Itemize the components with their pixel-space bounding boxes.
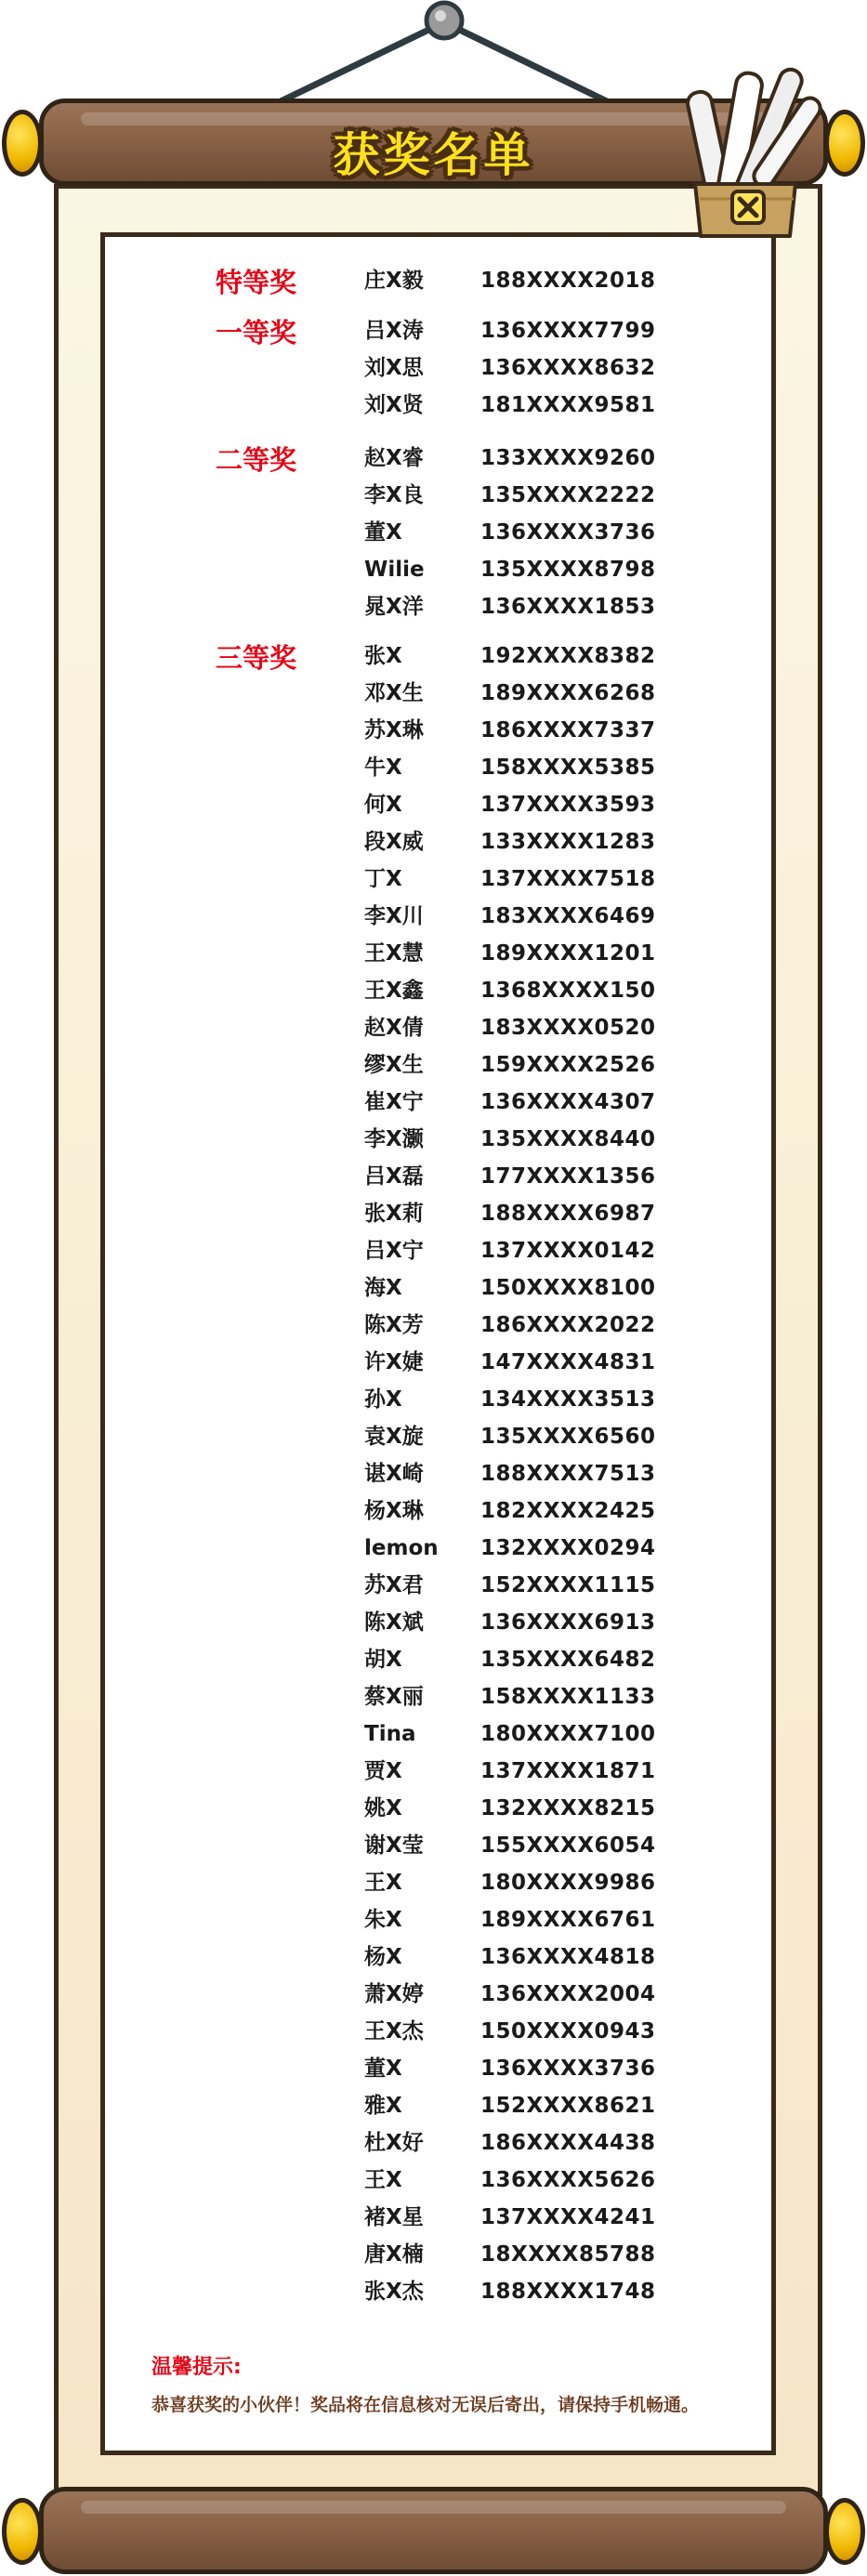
winner-row <box>364 2124 655 2162</box>
winner-row <box>364 1046 655 1084</box>
winner-name: 李X灏 <box>364 1127 424 1151</box>
winner-phone: 136XXXX1853 <box>480 595 656 619</box>
winner-row <box>364 972 655 1009</box>
winner-phone: 136XXXX3736 <box>480 2057 656 2081</box>
winner-phone: 135XXXX2222 <box>480 483 656 507</box>
winner-name: 缪X生 <box>364 1053 424 1077</box>
winner-phone: 137XXXX7518 <box>480 867 656 891</box>
winner-row <box>364 1790 655 1827</box>
category-label-first-prize: 一等奖 <box>216 317 297 348</box>
winner-name: 海X <box>364 1276 402 1300</box>
category-label-third-prize: 三等奖 <box>216 642 297 674</box>
winner-row <box>364 1418 655 1455</box>
winner-row <box>364 1269 655 1307</box>
winner-row <box>364 1976 655 2013</box>
winner-name: Wilie <box>364 558 425 582</box>
winner-row <box>364 749 655 786</box>
winner-phone: 134XXXX3513 <box>480 1387 656 1412</box>
winner-row <box>364 1009 655 1046</box>
winner-row <box>364 1158 655 1195</box>
winner-phone: 188XXXX7513 <box>480 1462 656 1486</box>
winner-phone: 136XXXX5626 <box>480 2168 656 2192</box>
winner-name: 杨X琳 <box>364 1499 424 1523</box>
winner-phone: 135XXXX6482 <box>480 1648 656 1672</box>
winner-row <box>364 514 655 551</box>
winner-phone: 136XXXX6913 <box>480 1610 656 1635</box>
winner-row <box>364 1232 655 1269</box>
winner-name: 苏X君 <box>364 1573 424 1597</box>
winner-row <box>364 935 655 972</box>
winner-row <box>364 1307 655 1344</box>
winner-phone: 188XXXX6987 <box>480 1202 656 1226</box>
winner-phone: 135XXXX8798 <box>480 558 656 582</box>
winner-row <box>364 1381 655 1418</box>
winner-phone: 189XXXX1201 <box>480 941 656 966</box>
winner-name: 褚X星 <box>364 2205 424 2229</box>
winner-phone: 183XXXX6469 <box>480 904 656 928</box>
winner-name: 蔡X丽 <box>364 1685 424 1709</box>
winner-name: 庄X毅 <box>364 269 424 293</box>
winner-name: 王X慧 <box>364 941 424 966</box>
winner-row <box>364 712 655 749</box>
winner-phone: 152XXXX8621 <box>480 2094 656 2118</box>
winner-name: 陈X斌 <box>364 1610 424 1635</box>
winner-phone: 136XXXX2004 <box>480 1982 656 2006</box>
winner-phone: 192XXXX8382 <box>480 644 656 668</box>
winner-row <box>364 1715 655 1753</box>
winner-phone: 1368XXXX150 <box>480 979 656 1003</box>
nail-icon <box>427 3 462 38</box>
winner-phone: 177XXXX1356 <box>480 1164 656 1189</box>
winner-phone: 152XXXX1115 <box>480 1573 656 1597</box>
winner-row <box>364 312 655 349</box>
winner-name: 王X鑫 <box>364 979 424 1003</box>
winner-row <box>364 786 655 823</box>
winner-phone: 132XXXX8215 <box>480 1796 656 1820</box>
winner-name: 李X川 <box>364 904 424 928</box>
tips-text: 恭喜获奖的小伙伴！奖品将在信息核对无误后寄出，请保持手机畅通。 <box>151 2395 700 2415</box>
winner-name: 雅X <box>364 2094 402 2118</box>
winner-name: 胡X <box>364 1648 402 1672</box>
winner-row <box>364 1344 655 1381</box>
winner-row <box>364 1567 655 1604</box>
winner-phone: 136XXXX4818 <box>480 1945 656 1969</box>
winner-row <box>364 675 655 712</box>
winner-name: 许X婕 <box>364 1350 424 1374</box>
winner-phone: 150XXXX8100 <box>480 1276 656 1300</box>
winner-name: lemon <box>364 1536 439 1560</box>
winner-name: 谌X崎 <box>364 1462 424 1486</box>
winner-row <box>364 1121 655 1158</box>
winner-phone: 137XXXX3593 <box>480 793 656 817</box>
winner-phone: 159XXXX2526 <box>480 1053 656 1077</box>
winner-row <box>364 1084 655 1121</box>
winner-row <box>364 1864 655 1901</box>
winner-phone: 18XXXX85788 <box>480 2242 656 2267</box>
winner-name: 谢X莹 <box>364 1833 424 1858</box>
close-icon <box>732 191 764 223</box>
winner-phone: 186XXXX7337 <box>480 718 656 743</box>
winner-name: 李X良 <box>364 483 424 507</box>
winner-phone: 132XXXX0294 <box>480 1536 656 1560</box>
winner-name: 董X <box>364 2057 402 2081</box>
winner-row <box>364 1827 655 1864</box>
winner-phone: 133XXXX9260 <box>480 446 656 470</box>
winner-name: 苏X琳 <box>364 718 424 743</box>
winner-name: 王X <box>364 2168 402 2192</box>
winner-phone: 147XXXX4831 <box>480 1350 656 1374</box>
winner-name: 王X <box>364 1871 402 1895</box>
winner-row <box>364 551 655 588</box>
bottom-left-rod-knob <box>2 2498 43 2565</box>
winner-row <box>364 1604 655 1641</box>
winner-phone: 136XXXX3736 <box>480 520 656 545</box>
category-label-second-prize: 二等奖 <box>216 444 297 476</box>
winner-row <box>364 2162 655 2199</box>
winner-phone: 136XXXX4307 <box>480 1090 656 1114</box>
winner-name: 陈X芳 <box>364 1313 424 1337</box>
winner-row <box>364 1641 655 1678</box>
winner-name: 姚X <box>364 1796 402 1820</box>
winner-name: 牛X <box>364 756 402 780</box>
winner-name: 王X杰 <box>364 2019 424 2044</box>
winner-name: 孙X <box>364 1387 402 1412</box>
winner-row <box>364 1195 655 1232</box>
winner-phone: 189XXXX6268 <box>480 681 656 705</box>
winner-phone: 137XXXX1871 <box>480 1759 656 1783</box>
winner-name: 晁X洋 <box>364 595 424 619</box>
winner-phone: 189XXXX6761 <box>480 1908 656 1932</box>
winner-row <box>364 588 655 625</box>
winner-phone: 137XXXX4241 <box>480 2205 656 2229</box>
winner-name: 吕X磊 <box>364 1164 424 1189</box>
winner-row <box>364 1678 655 1715</box>
winner-phone: 188XXXX1748 <box>480 2280 656 2304</box>
winner-phone: 133XXXX1283 <box>480 830 656 854</box>
winner-name: 刘X贤 <box>364 393 424 417</box>
winner-name: 张X杰 <box>364 2280 424 2304</box>
winner-name: 朱X <box>364 1908 402 1932</box>
winner-row <box>364 349 655 387</box>
winner-name: 袁X旋 <box>364 1425 424 1449</box>
winner-row <box>364 1530 655 1567</box>
winner-name: Tina <box>364 1722 416 1746</box>
winner-name: 段X威 <box>364 830 424 854</box>
winner-phone: 182XXXX2425 <box>480 1499 656 1523</box>
winner-name: 何X <box>364 793 402 817</box>
page-title: 获奖名单 <box>333 128 534 182</box>
winner-name: 董X <box>364 520 402 545</box>
winner-phone: 135XXXX8440 <box>480 1127 656 1151</box>
winner-phone: 181XXXX9581 <box>480 393 656 417</box>
category-label-grand-prize: 特等奖 <box>216 267 297 298</box>
winner-row <box>364 1901 655 1939</box>
winner-name: 张X <box>364 644 402 668</box>
winner-phone: 137XXXX0142 <box>480 1239 656 1263</box>
winner-row <box>364 387 655 424</box>
winner-name: 赵X睿 <box>364 446 424 470</box>
winner-row <box>364 2087 655 2124</box>
winner-name: 贾X <box>364 1759 402 1783</box>
winner-row <box>364 2050 655 2087</box>
winner-phone: 136XXXX7799 <box>480 319 656 343</box>
winner-row <box>364 440 655 477</box>
winner-phone: 180XXXX9986 <box>480 1871 656 1895</box>
winner-name: 唐X楠 <box>364 2242 424 2267</box>
winner-phone: 180XXXX7100 <box>480 1722 656 1746</box>
bottom-right-rod-knob <box>824 2498 865 2565</box>
winner-name: 丁X <box>364 867 402 891</box>
winner-phone: 186XXXX4438 <box>480 2131 656 2155</box>
winner-row <box>364 1753 655 1790</box>
winner-phone: 158XXXX1133 <box>480 1685 656 1709</box>
winner-name: 张X莉 <box>364 1202 424 1226</box>
winner-row <box>364 262 655 299</box>
winner-row <box>364 898 655 935</box>
winner-phone: 136XXXX8632 <box>480 356 656 380</box>
winner-name: 杨X <box>364 1945 402 1969</box>
winner-row <box>364 823 655 861</box>
winner-name: 杜X好 <box>364 2131 424 2155</box>
winner-phone: 155XXXX6054 <box>480 1833 656 1858</box>
winner-row <box>364 2236 655 2273</box>
winner-phone: 186XXXX2022 <box>480 1313 656 1337</box>
winner-row <box>364 477 655 514</box>
winner-name: 萧X婷 <box>364 1982 424 2006</box>
winner-row <box>364 2199 655 2236</box>
tips-title: 温馨提示: <box>151 2356 242 2379</box>
winner-row <box>364 2013 655 2050</box>
winner-name: 崔X宁 <box>364 1090 424 1114</box>
winner-name: 邓X生 <box>364 681 424 705</box>
winner-row <box>364 2273 655 2310</box>
winner-phone: 150XXXX0943 <box>480 2019 656 2044</box>
winner-name: 吕X宁 <box>364 1239 424 1263</box>
winner-row <box>364 637 655 675</box>
winner-name: 吕X涛 <box>364 319 424 343</box>
winner-phone: 188XXXX2018 <box>480 269 656 293</box>
winner-phone: 183XXXX0520 <box>480 1016 656 1040</box>
winner-row <box>364 861 655 898</box>
bottom-scroll-rod <box>39 2487 828 2574</box>
winner-phone: 135XXXX6560 <box>480 1425 656 1449</box>
winner-name: 赵X倩 <box>364 1016 424 1040</box>
scroll-bundle-icon <box>686 54 825 240</box>
winner-row <box>364 1455 655 1492</box>
winner-name: 刘X思 <box>364 356 424 380</box>
winner-phone: 158XXXX5385 <box>480 756 656 780</box>
winner-row <box>364 1939 655 1976</box>
winner-row <box>364 1492 655 1530</box>
